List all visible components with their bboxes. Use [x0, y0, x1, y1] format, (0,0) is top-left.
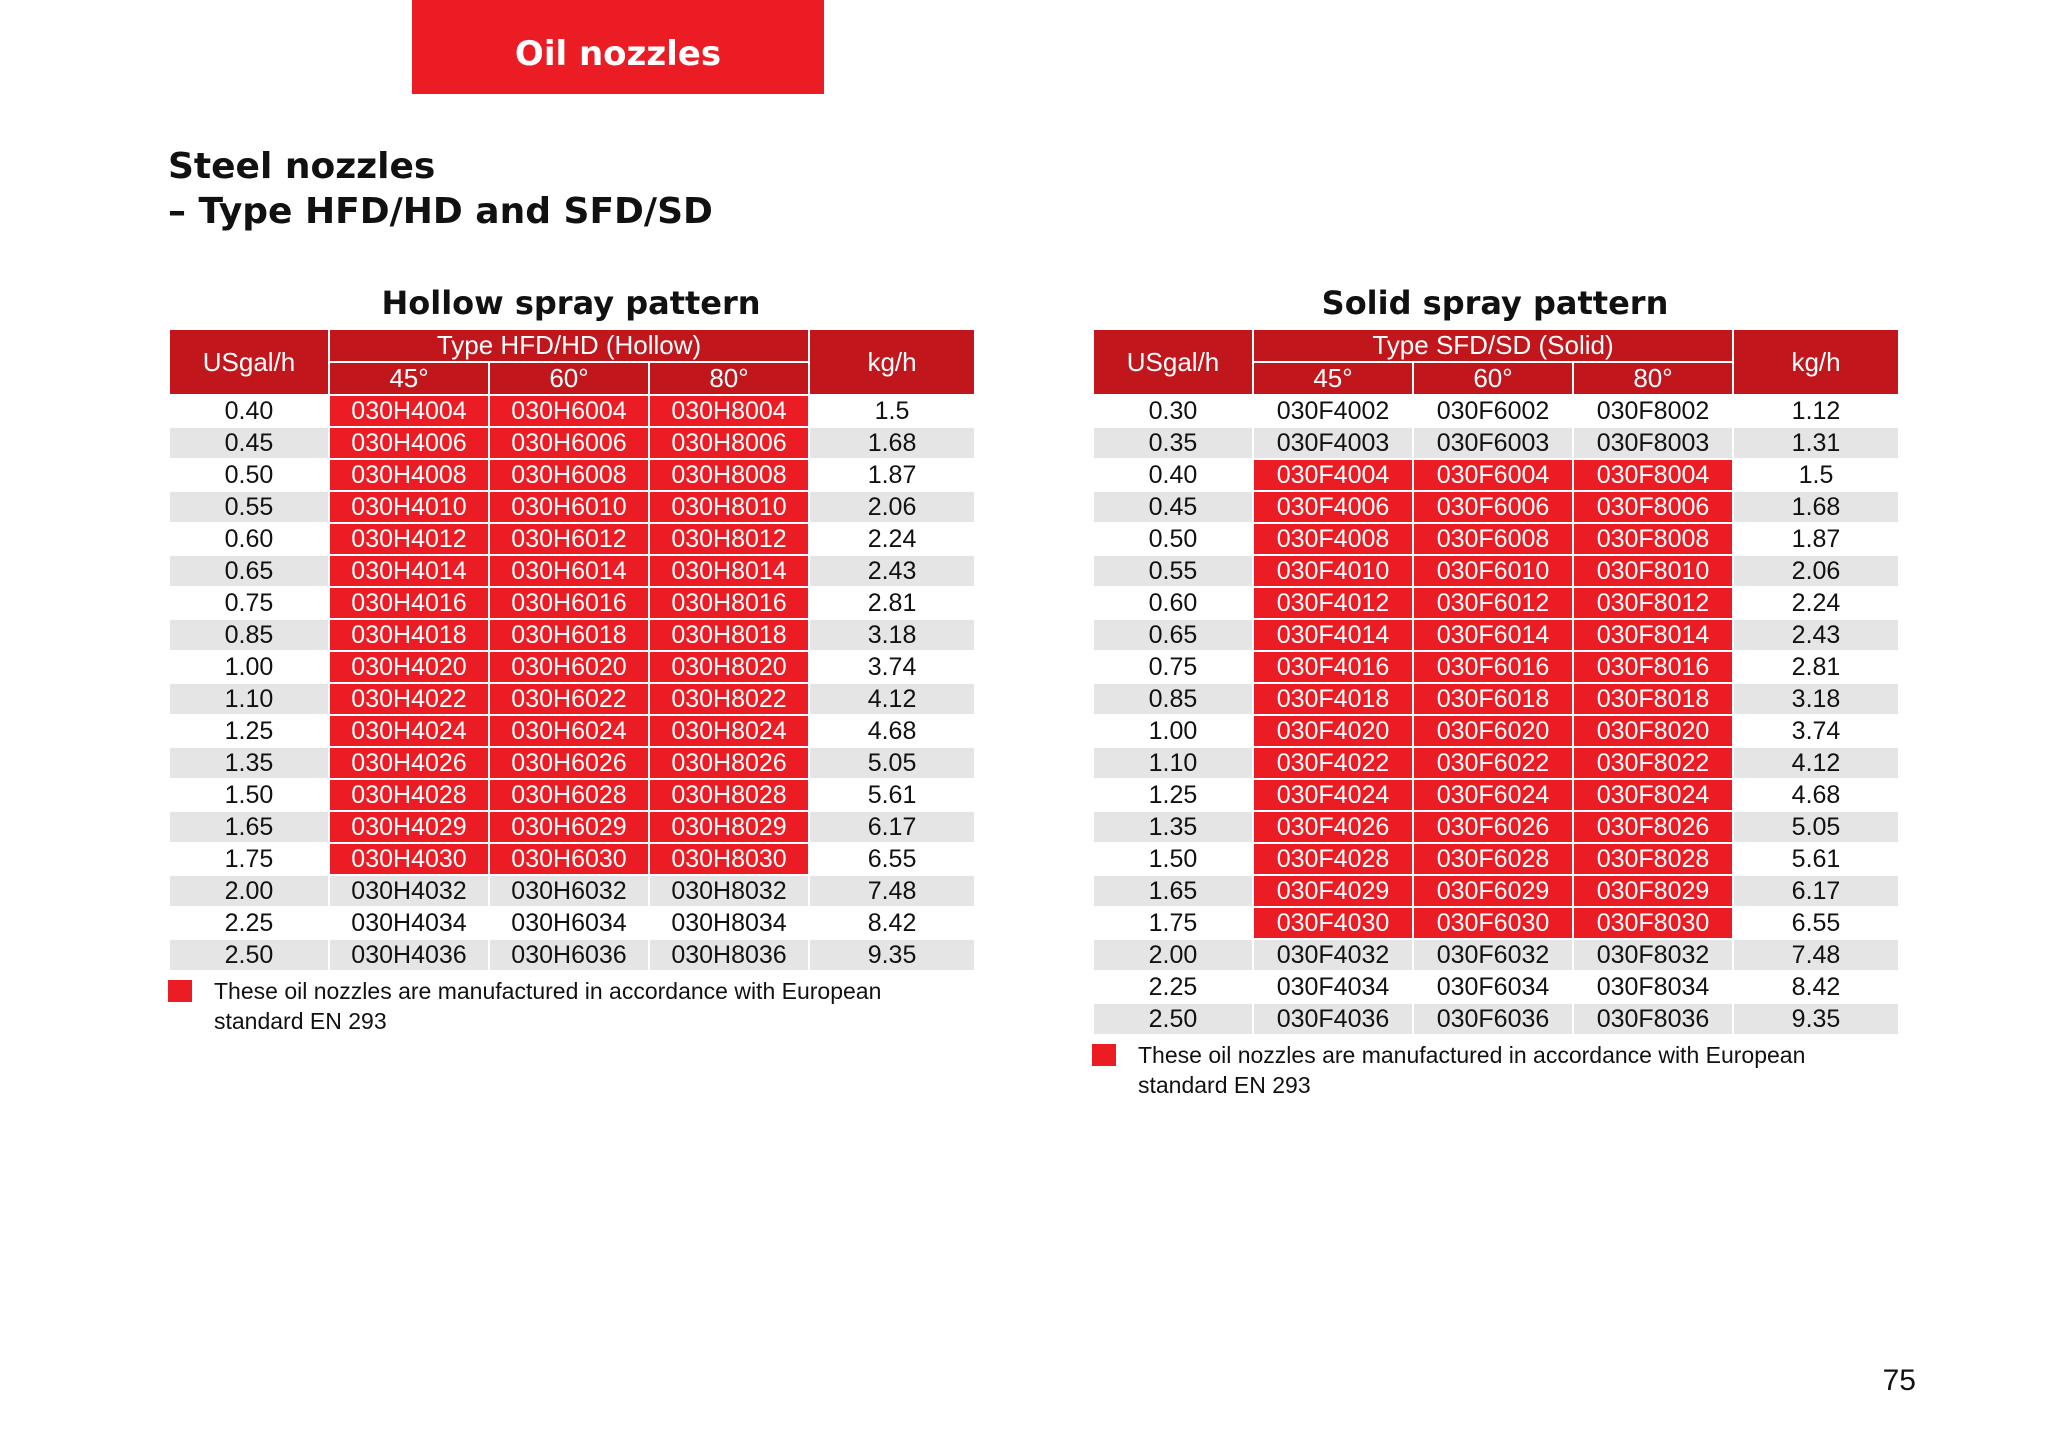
hollow-spray-block	[168, 278, 974, 1036]
nozzle-80-cell: 030H8024	[649, 715, 809, 747]
hollow-nozzle-table	[168, 328, 976, 972]
nozzle-80-cell: 030F8034	[1573, 971, 1733, 1003]
table-row	[1093, 907, 1899, 939]
nozzle-60-cell: 030H6018	[489, 619, 649, 651]
nozzle-45-cell: 030H4022	[329, 683, 489, 715]
table-row	[1093, 459, 1899, 491]
nozzle-60-cell: 030H6036	[489, 939, 649, 971]
nozzle-60-cell: 030F6003	[1413, 427, 1573, 459]
nozzle-60-cell: 030H6034	[489, 907, 649, 939]
nozzle-45-cell: 030H4018	[329, 619, 489, 651]
angle-80-header: 80°	[1573, 362, 1733, 395]
kgh-cell: 1.5	[1733, 459, 1899, 491]
page-title-line2: – Type HFD/HD and SFD/SD	[168, 191, 713, 232]
table-row	[1093, 651, 1899, 683]
nozzle-45-cell: 030H4029	[329, 811, 489, 843]
usgal-cell: 0.40	[169, 395, 329, 427]
kgh-cell: 2.81	[809, 587, 975, 619]
nozzle-80-cell: 030H8016	[649, 587, 809, 619]
kgh-header: kg/h	[809, 329, 975, 395]
usgal-cell: 0.65	[169, 555, 329, 587]
nozzle-45-cell: 030F4018	[1253, 683, 1413, 715]
usgal-cell: 1.10	[1093, 747, 1253, 779]
nozzle-45-cell: 030H4020	[329, 651, 489, 683]
nozzle-45-cell: 030F4029	[1253, 875, 1413, 907]
nozzle-45-cell: 030F4030	[1253, 907, 1413, 939]
kgh-cell: 2.24	[1733, 587, 1899, 619]
nozzle-80-cell: 030F8036	[1573, 1003, 1733, 1035]
usgal-cell: 2.50	[1093, 1003, 1253, 1035]
kgh-cell: 6.17	[809, 811, 975, 843]
usgal-cell: 1.50	[169, 779, 329, 811]
usgal-cell: 2.50	[169, 939, 329, 971]
table-row	[169, 907, 975, 939]
kgh-cell: 1.31	[1733, 427, 1899, 459]
nozzle-80-cell: 030H8006	[649, 427, 809, 459]
table-row	[169, 491, 975, 523]
nozzle-80-cell: 030H8008	[649, 459, 809, 491]
kgh-cell: 2.06	[1733, 555, 1899, 587]
nozzle-60-cell: 030F6036	[1413, 1003, 1573, 1035]
kgh-cell: 1.68	[809, 427, 975, 459]
usgal-cell: 0.55	[1093, 555, 1253, 587]
nozzle-60-cell: 030F6016	[1413, 651, 1573, 683]
nozzle-60-cell: 030F6010	[1413, 555, 1573, 587]
nozzle-45-cell: 030F4004	[1253, 459, 1413, 491]
nozzle-60-cell: 030H6004	[489, 395, 649, 427]
nozzle-45-cell: 030H4028	[329, 779, 489, 811]
table-row	[1093, 939, 1899, 971]
nozzle-45-cell: 030F4016	[1253, 651, 1413, 683]
kgh-cell: 2.06	[809, 491, 975, 523]
page-number: 75	[1882, 1364, 1916, 1397]
nozzle-45-cell: 030F4006	[1253, 491, 1413, 523]
nozzle-60-cell: 030H6028	[489, 779, 649, 811]
kgh-cell: 8.42	[1733, 971, 1899, 1003]
table-row	[169, 619, 975, 651]
table-row	[169, 779, 975, 811]
nozzle-45-cell: 030F4003	[1253, 427, 1413, 459]
nozzle-60-cell: 030F6028	[1413, 843, 1573, 875]
kgh-cell: 5.61	[1733, 843, 1899, 875]
table-row	[1093, 491, 1899, 523]
nozzle-80-cell: 030F8032	[1573, 939, 1733, 971]
kgh-cell: 5.05	[809, 747, 975, 779]
footnote-text: These oil nozzles are manufactured in accordance with European standard EN 293	[1138, 1042, 1806, 1098]
table-row	[169, 939, 975, 971]
nozzle-45-cell: 030H4012	[329, 523, 489, 555]
table-row	[1093, 555, 1899, 587]
kgh-cell: 2.43	[1733, 619, 1899, 651]
nozzle-45-cell: 030H4014	[329, 555, 489, 587]
usgal-cell: 1.35	[169, 747, 329, 779]
kgh-cell: 6.55	[809, 843, 975, 875]
usgal-cell: 1.75	[169, 843, 329, 875]
usgal-cell: 0.85	[1093, 683, 1253, 715]
table-row	[1093, 587, 1899, 619]
nozzle-80-cell: 030H8018	[649, 619, 809, 651]
nozzle-80-cell: 030H8028	[649, 779, 809, 811]
nozzle-80-cell: 030F8014	[1573, 619, 1733, 651]
nozzle-45-cell: 030F4020	[1253, 715, 1413, 747]
table-row	[1093, 683, 1899, 715]
nozzle-45-cell: 030F4008	[1253, 523, 1413, 555]
nozzle-60-cell: 030F6020	[1413, 715, 1573, 747]
nozzle-60-cell: 030H6029	[489, 811, 649, 843]
solid-spray-block	[1092, 278, 1898, 1100]
table-row	[169, 459, 975, 491]
kgh-cell: 3.74	[1733, 715, 1899, 747]
nozzle-60-cell: 030H6024	[489, 715, 649, 747]
table-row	[169, 523, 975, 555]
nozzle-60-cell: 030H6014	[489, 555, 649, 587]
usgal-cell: 1.75	[1093, 907, 1253, 939]
hollow-spray-title: Hollow spray pattern	[381, 284, 761, 322]
usgal-cell: 0.65	[1093, 619, 1253, 651]
nozzle-80-cell: 030H8029	[649, 811, 809, 843]
nozzle-80-cell: 030H8020	[649, 651, 809, 683]
nozzle-45-cell: 030F4022	[1253, 747, 1413, 779]
nozzle-80-cell: 030F8020	[1573, 715, 1733, 747]
kgh-cell: 7.48	[809, 875, 975, 907]
angle-45-header: 45°	[329, 362, 489, 395]
nozzle-45-cell: 030F4034	[1253, 971, 1413, 1003]
usgal-header: USgal/h	[169, 329, 329, 395]
kgh-cell: 7.48	[1733, 939, 1899, 971]
nozzle-60-cell: 030F6008	[1413, 523, 1573, 555]
table-row	[1093, 875, 1899, 907]
nozzle-45-cell: 030H4036	[329, 939, 489, 971]
section-tab-label: Oil nozzles	[514, 34, 722, 74]
nozzle-80-cell: 030F8008	[1573, 523, 1733, 555]
usgal-cell: 0.75	[1093, 651, 1253, 683]
kgh-cell: 4.12	[809, 683, 975, 715]
nozzle-60-cell: 030F6018	[1413, 683, 1573, 715]
nozzle-60-cell: 030F6032	[1413, 939, 1573, 971]
kgh-cell: 3.74	[809, 651, 975, 683]
nozzle-45-cell: 030F4036	[1253, 1003, 1413, 1035]
kgh-cell: 1.87	[809, 459, 975, 491]
nozzle-45-cell: 030H4004	[329, 395, 489, 427]
usgal-cell: 1.35	[1093, 811, 1253, 843]
nozzle-80-cell: 030F8024	[1573, 779, 1733, 811]
angle-60-header: 60°	[489, 362, 649, 395]
type-header: Type SFD/SD (Solid)	[1253, 329, 1733, 362]
nozzle-60-cell: 030F6029	[1413, 875, 1573, 907]
nozzle-60-cell: 030H6012	[489, 523, 649, 555]
usgal-cell: 1.65	[169, 811, 329, 843]
kgh-cell: 6.55	[1733, 907, 1899, 939]
kgh-cell: 1.12	[1733, 395, 1899, 427]
table-row	[1093, 523, 1899, 555]
nozzle-80-cell: 030H8012	[649, 523, 809, 555]
usgal-cell: 1.25	[169, 715, 329, 747]
footnote-text: These oil nozzles are manufactured in accordance with European standard EN 293	[214, 978, 882, 1034]
hollow-footnote	[168, 976, 974, 1036]
nozzle-80-cell: 030H8032	[649, 875, 809, 907]
table-row	[1093, 427, 1899, 459]
page-title	[168, 144, 713, 234]
table-row	[169, 843, 975, 875]
table-row	[169, 395, 975, 427]
type-header: Type HFD/HD (Hollow)	[329, 329, 809, 362]
kgh-cell: 5.61	[809, 779, 975, 811]
nozzle-60-cell: 030F6002	[1413, 395, 1573, 427]
table-row	[1093, 395, 1899, 427]
nozzle-80-cell: 030F8026	[1573, 811, 1733, 843]
nozzle-60-cell: 030F6024	[1413, 779, 1573, 811]
solid-nozzle-table	[1092, 328, 1900, 1036]
nozzle-80-cell: 030H8030	[649, 843, 809, 875]
table-row	[169, 587, 975, 619]
solid-spray-title: Solid spray pattern	[1321, 284, 1669, 322]
kgh-cell: 9.35	[1733, 1003, 1899, 1035]
page-title-line1: Steel nozzles	[168, 146, 436, 187]
nozzle-45-cell: 030F4032	[1253, 939, 1413, 971]
nozzle-80-cell: 030F8006	[1573, 491, 1733, 523]
nozzle-45-cell: 030H4030	[329, 843, 489, 875]
kgh-cell: 1.68	[1733, 491, 1899, 523]
nozzle-60-cell: 030H6020	[489, 651, 649, 683]
nozzle-60-cell: 030F6034	[1413, 971, 1573, 1003]
usgal-cell: 0.85	[169, 619, 329, 651]
nozzle-60-cell: 030H6030	[489, 843, 649, 875]
nozzle-80-cell: 030F8003	[1573, 427, 1733, 459]
usgal-cell: 0.55	[169, 491, 329, 523]
nozzle-80-cell: 030F8029	[1573, 875, 1733, 907]
nozzle-80-cell: 030F8022	[1573, 747, 1733, 779]
nozzle-80-cell: 030F8030	[1573, 907, 1733, 939]
nozzle-60-cell: 030F6014	[1413, 619, 1573, 651]
kgh-cell: 5.05	[1733, 811, 1899, 843]
nozzle-45-cell: 030H4010	[329, 491, 489, 523]
kgh-cell: 3.18	[1733, 683, 1899, 715]
nozzle-45-cell: 030H4008	[329, 459, 489, 491]
nozzle-80-cell: 030F8016	[1573, 651, 1733, 683]
nozzle-80-cell: 030H8014	[649, 555, 809, 587]
kgh-header: kg/h	[1733, 329, 1899, 395]
nozzle-80-cell: 030H8034	[649, 907, 809, 939]
nozzle-60-cell: 030H6026	[489, 747, 649, 779]
nozzle-45-cell: 030H4016	[329, 587, 489, 619]
usgal-header: USgal/h	[1093, 329, 1253, 395]
nozzle-60-cell: 030H6032	[489, 875, 649, 907]
kgh-cell: 2.43	[809, 555, 975, 587]
nozzle-45-cell: 030H4026	[329, 747, 489, 779]
nozzle-60-cell: 030H6010	[489, 491, 649, 523]
kgh-cell: 1.5	[809, 395, 975, 427]
nozzle-45-cell: 030F4002	[1253, 395, 1413, 427]
usgal-cell: 1.00	[1093, 715, 1253, 747]
nozzle-80-cell: 030F8028	[1573, 843, 1733, 875]
solid-footnote	[1092, 1040, 1898, 1100]
nozzle-45-cell: 030H4034	[329, 907, 489, 939]
usgal-cell: 1.10	[169, 683, 329, 715]
table-row	[169, 811, 975, 843]
usgal-cell: 0.60	[1093, 587, 1253, 619]
table-row	[1093, 1003, 1899, 1035]
nozzle-45-cell: 030F4026	[1253, 811, 1413, 843]
table-row	[169, 875, 975, 907]
kgh-cell: 4.68	[809, 715, 975, 747]
nozzle-45-cell: 030H4032	[329, 875, 489, 907]
nozzle-60-cell: 030H6016	[489, 587, 649, 619]
nozzle-80-cell: 030F8010	[1573, 555, 1733, 587]
angle-80-header: 80°	[649, 362, 809, 395]
nozzle-45-cell: 030F4014	[1253, 619, 1413, 651]
table-row	[1093, 747, 1899, 779]
nozzle-60-cell: 030F6030	[1413, 907, 1573, 939]
nozzle-80-cell: 030F8012	[1573, 587, 1733, 619]
red-square-marker	[1092, 1044, 1116, 1066]
kgh-cell: 2.24	[809, 523, 975, 555]
table-row	[169, 651, 975, 683]
nozzle-45-cell: 030F4012	[1253, 587, 1413, 619]
table-row	[169, 747, 975, 779]
nozzle-80-cell: 030H8036	[649, 939, 809, 971]
usgal-cell: 1.25	[1093, 779, 1253, 811]
kgh-cell: 3.18	[809, 619, 975, 651]
usgal-cell: 1.50	[1093, 843, 1253, 875]
nozzle-45-cell: 030H4006	[329, 427, 489, 459]
kgh-cell: 2.81	[1733, 651, 1899, 683]
usgal-cell: 0.40	[1093, 459, 1253, 491]
nozzle-60-cell: 030F6022	[1413, 747, 1573, 779]
usgal-cell: 0.45	[1093, 491, 1253, 523]
nozzle-45-cell: 030F4024	[1253, 779, 1413, 811]
nozzle-60-cell: 030F6012	[1413, 587, 1573, 619]
table-row	[1093, 843, 1899, 875]
section-tab	[412, 0, 824, 94]
kgh-cell: 1.87	[1733, 523, 1899, 555]
angle-60-header: 60°	[1413, 362, 1573, 395]
table-row	[1093, 971, 1899, 1003]
usgal-cell: 0.60	[169, 523, 329, 555]
usgal-cell: 2.00	[169, 875, 329, 907]
table-row	[1093, 619, 1899, 651]
usgal-cell: 1.65	[1093, 875, 1253, 907]
nozzle-45-cell: 030F4028	[1253, 843, 1413, 875]
table-row	[1093, 811, 1899, 843]
angle-45-header: 45°	[1253, 362, 1413, 395]
kgh-cell: 9.35	[809, 939, 975, 971]
kgh-cell: 8.42	[809, 907, 975, 939]
nozzle-60-cell: 030F6004	[1413, 459, 1573, 491]
nozzle-60-cell: 030H6008	[489, 459, 649, 491]
nozzle-60-cell: 030H6006	[489, 427, 649, 459]
nozzle-45-cell: 030H4024	[329, 715, 489, 747]
usgal-cell: 2.25	[169, 907, 329, 939]
nozzle-45-cell: 030F4010	[1253, 555, 1413, 587]
kgh-cell: 4.68	[1733, 779, 1899, 811]
nozzle-80-cell: 030H8022	[649, 683, 809, 715]
usgal-cell: 0.75	[169, 587, 329, 619]
usgal-cell: 2.25	[1093, 971, 1253, 1003]
usgal-cell: 2.00	[1093, 939, 1253, 971]
red-square-marker	[168, 980, 192, 1002]
nozzle-80-cell: 030H8004	[649, 395, 809, 427]
kgh-cell: 4.12	[1733, 747, 1899, 779]
usgal-cell: 0.30	[1093, 395, 1253, 427]
usgal-cell: 0.50	[169, 459, 329, 491]
kgh-cell: 6.17	[1733, 875, 1899, 907]
table-row	[1093, 715, 1899, 747]
table-row	[169, 683, 975, 715]
nozzle-60-cell: 030F6006	[1413, 491, 1573, 523]
table-row	[169, 715, 975, 747]
usgal-cell: 0.35	[1093, 427, 1253, 459]
table-row	[169, 555, 975, 587]
nozzle-80-cell: 030F8002	[1573, 395, 1733, 427]
nozzle-80-cell: 030H8026	[649, 747, 809, 779]
usgal-cell: 1.00	[169, 651, 329, 683]
table-row	[169, 427, 975, 459]
nozzle-60-cell: 030H6022	[489, 683, 649, 715]
nozzle-80-cell: 030H8010	[649, 491, 809, 523]
nozzle-80-cell: 030F8004	[1573, 459, 1733, 491]
usgal-cell: 0.45	[169, 427, 329, 459]
nozzle-80-cell: 030F8018	[1573, 683, 1733, 715]
table-row	[1093, 779, 1899, 811]
nozzle-60-cell: 030F6026	[1413, 811, 1573, 843]
usgal-cell: 0.50	[1093, 523, 1253, 555]
